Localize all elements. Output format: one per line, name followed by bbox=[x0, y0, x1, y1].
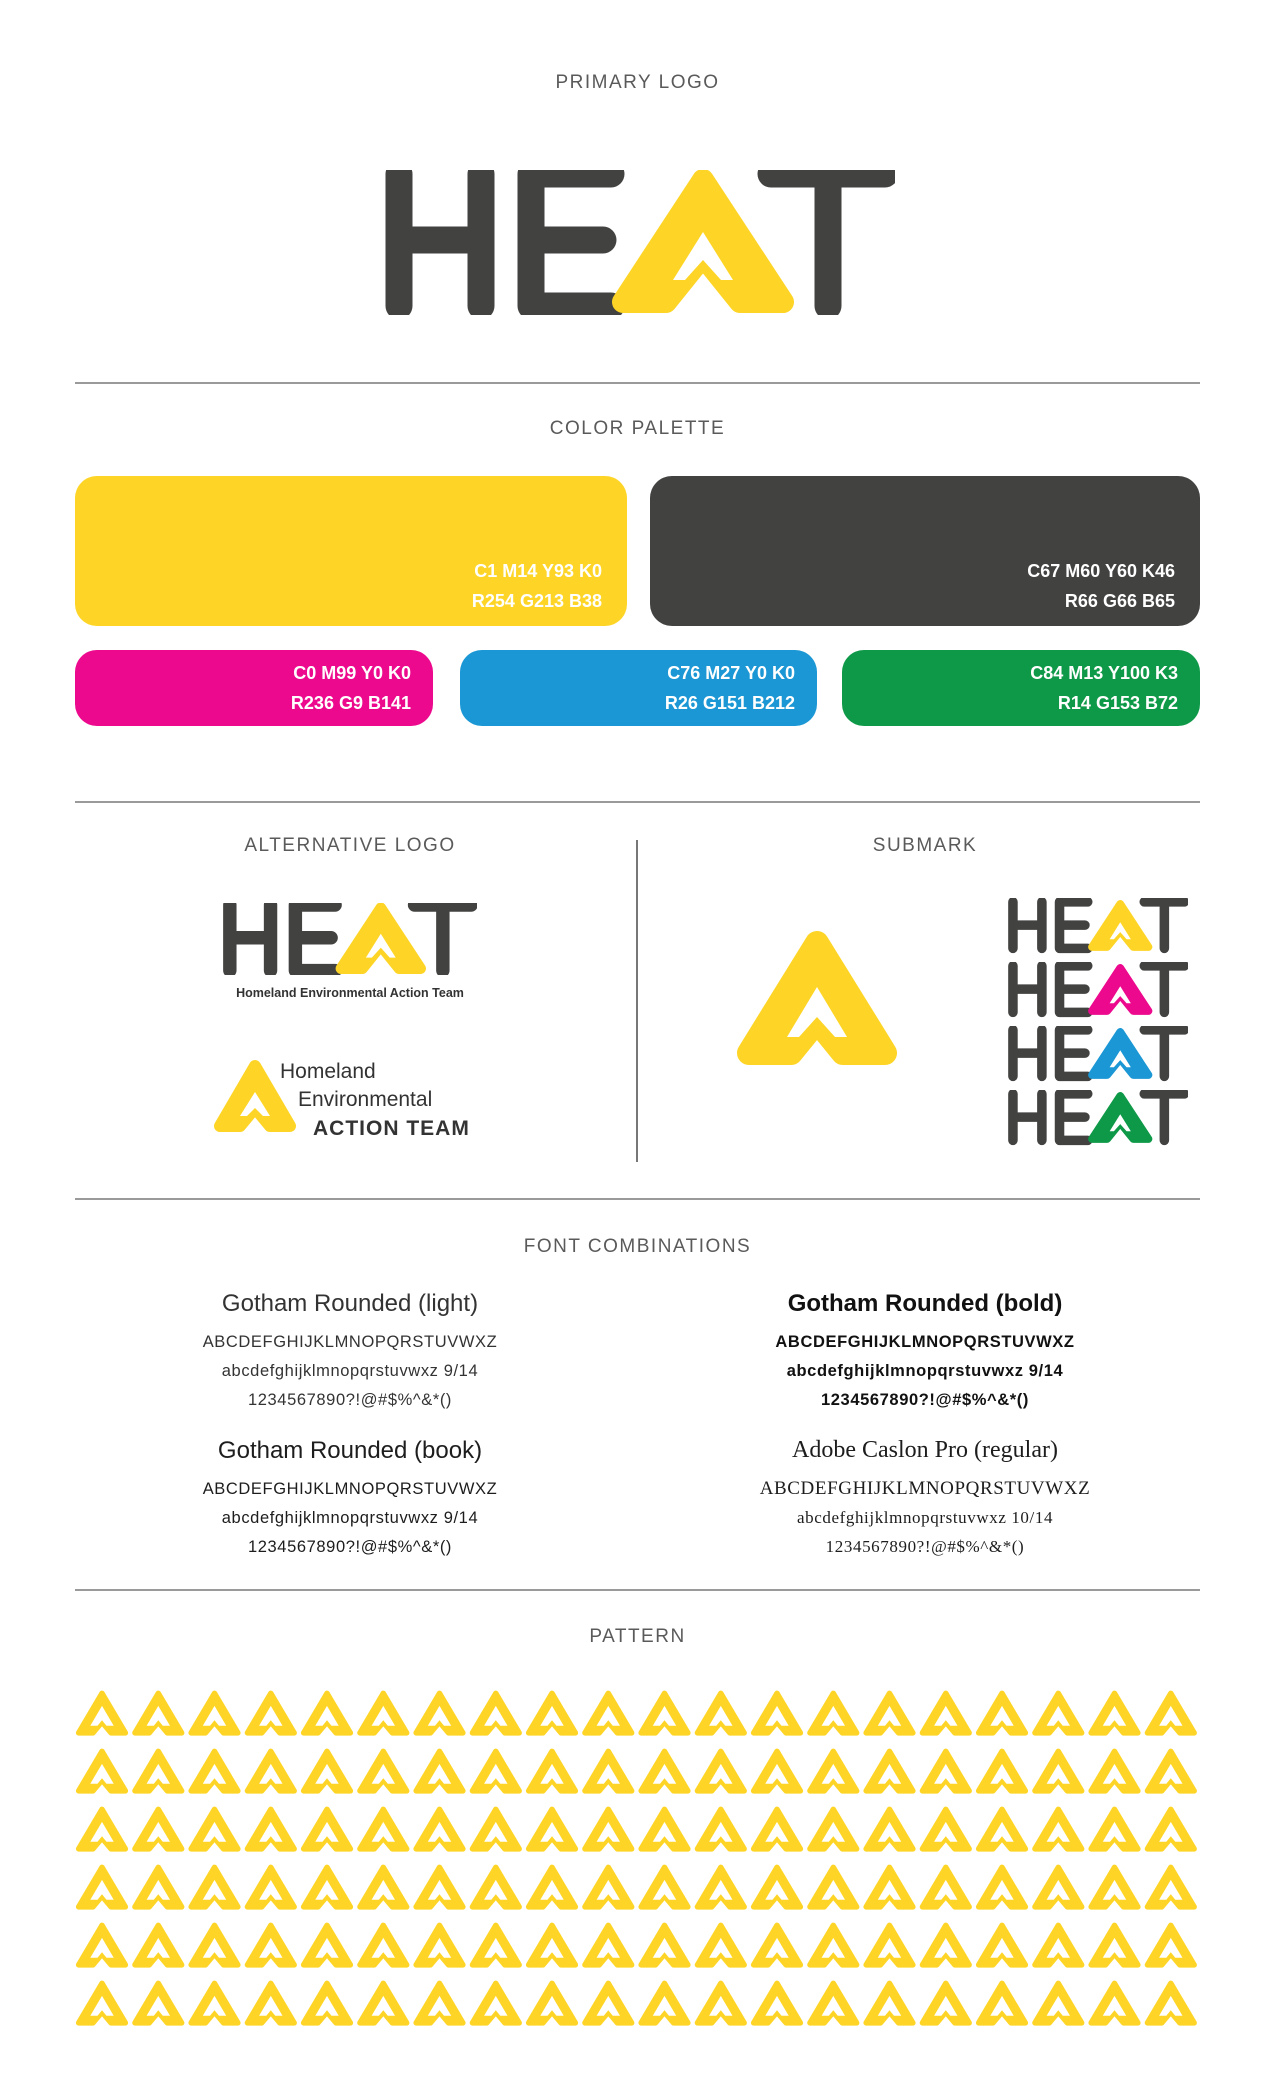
font-sample-gotham-bold bbox=[645, 1290, 1205, 1415]
pattern-triangle bbox=[1035, 1867, 1082, 1907]
pattern-triangle bbox=[922, 1693, 969, 1733]
pattern-triangle bbox=[360, 1809, 407, 1849]
pattern-triangle bbox=[360, 1867, 407, 1907]
pattern-triangle bbox=[585, 1809, 632, 1849]
pattern-triangle bbox=[979, 1983, 1026, 2023]
pattern-triangle bbox=[247, 1867, 294, 1907]
pattern-triangle bbox=[922, 1751, 969, 1791]
pattern-triangle bbox=[304, 1693, 351, 1733]
swatch-green bbox=[842, 650, 1200, 726]
pattern-triangle bbox=[247, 1983, 294, 2023]
triangle-pattern bbox=[75, 1685, 1200, 2075]
pattern-triangle bbox=[866, 1983, 913, 2023]
pattern-triangle bbox=[1091, 1809, 1138, 1849]
pattern-triangle bbox=[472, 1751, 519, 1791]
pattern-triangle bbox=[585, 1867, 632, 1907]
pattern-triangle bbox=[1035, 1809, 1082, 1849]
font-name: Adobe Caslon Pro (regular) bbox=[792, 1437, 1058, 1463]
swatch-green-cmyk: C84 M13 Y100 K3 bbox=[1030, 663, 1178, 683]
pattern-triangle bbox=[529, 1983, 576, 2023]
pattern-triangle bbox=[1147, 1867, 1194, 1907]
pattern-triangle bbox=[135, 1983, 182, 2023]
font-digits: 1234567890?!@#$%^&*() bbox=[825, 1537, 1025, 1556]
pattern-triangle bbox=[529, 1867, 576, 1907]
pattern-triangle bbox=[922, 1983, 969, 2023]
pattern-triangle bbox=[1035, 1693, 1082, 1733]
font-lowercase: abcdefghijklmnopqrstuvwxz 9/14 bbox=[221, 1362, 479, 1380]
pattern-triangle bbox=[416, 1751, 463, 1791]
font-name: Gotham Rounded (light) bbox=[221, 1290, 479, 1317]
pattern-triangle bbox=[585, 1983, 632, 2023]
pattern-triangle bbox=[1091, 1925, 1138, 1965]
pattern-triangle bbox=[641, 1867, 688, 1907]
submark-heat-blue bbox=[1008, 1026, 1188, 1082]
pattern-triangle bbox=[304, 1925, 351, 1965]
pattern-triangle bbox=[416, 1809, 463, 1849]
pattern-triangle bbox=[304, 1867, 351, 1907]
section-title-font-combinations: FONT COMBINATIONS bbox=[523, 1236, 752, 1257]
pattern-triangle bbox=[529, 1751, 576, 1791]
pattern-triangle bbox=[191, 1983, 238, 2023]
pattern-triangle bbox=[360, 1693, 407, 1733]
swatch-magenta-rgb: R236 G9 B141 bbox=[290, 693, 411, 713]
pattern-triangle bbox=[754, 1751, 801, 1791]
divider bbox=[75, 382, 1200, 384]
swatch-yellow-cmyk: C1 M14 Y93 K0 bbox=[474, 561, 602, 581]
pattern-triangle bbox=[810, 1693, 857, 1733]
pattern-triangle bbox=[1091, 1693, 1138, 1733]
font-name: Gotham Rounded (book) bbox=[217, 1437, 483, 1464]
font-digits: 1234567890?!@#$%^&*() bbox=[247, 1391, 453, 1409]
pattern-triangle bbox=[79, 1925, 126, 1965]
pattern-triangle bbox=[922, 1809, 969, 1849]
pattern-triangle bbox=[529, 1925, 576, 1965]
pattern-triangle bbox=[810, 1867, 857, 1907]
pattern-triangle bbox=[360, 1925, 407, 1965]
submark-triangle bbox=[735, 925, 900, 1075]
pattern-triangle bbox=[304, 1983, 351, 2023]
font-sample-caslon bbox=[645, 1437, 1205, 1561]
pattern-triangle bbox=[135, 1751, 182, 1791]
pattern-triangle bbox=[810, 1809, 857, 1849]
pattern-triangle bbox=[529, 1693, 576, 1733]
submark-heat-yellow bbox=[1008, 898, 1188, 954]
font-uppercase: ABCDEFGHIJKLMNOPQRSTUVWXZ bbox=[202, 1333, 498, 1351]
swatch-yellow-rgb: R254 G213 B38 bbox=[471, 591, 602, 611]
pattern-triangle bbox=[1147, 1983, 1194, 2023]
pattern-triangle bbox=[979, 1751, 1026, 1791]
pattern-triangle bbox=[979, 1693, 1026, 1733]
pattern-triangle bbox=[1091, 1983, 1138, 2023]
pattern-triangle bbox=[472, 1693, 519, 1733]
pattern-triangle bbox=[585, 1751, 632, 1791]
alt-logo-tagline: Homeland Environmental Action Team bbox=[236, 986, 464, 1000]
divider bbox=[75, 801, 1200, 803]
pattern-triangle bbox=[1147, 1751, 1194, 1791]
font-uppercase: ABCDEFGHIJKLMNOPQRSTUVWXZ bbox=[759, 1478, 1091, 1499]
pattern-triangle bbox=[472, 1809, 519, 1849]
pattern-triangle bbox=[191, 1751, 238, 1791]
pattern-triangle bbox=[135, 1925, 182, 1965]
pattern-triangle bbox=[529, 1809, 576, 1849]
heat-primary-logo bbox=[385, 170, 895, 315]
pattern-triangle bbox=[247, 1751, 294, 1791]
heat-alt-logo bbox=[222, 903, 477, 975]
pattern-triangle bbox=[866, 1925, 913, 1965]
swatch-charcoal bbox=[650, 476, 1200, 626]
pattern-triangle bbox=[1147, 1809, 1194, 1849]
pattern-triangle bbox=[866, 1693, 913, 1733]
alt-stack-line-1: Homeland bbox=[280, 1060, 376, 1083]
pattern-triangle bbox=[754, 1867, 801, 1907]
pattern-triangle bbox=[79, 1867, 126, 1907]
font-lowercase: abcdefghijklmnopqrstuvwxz 9/14 bbox=[221, 1509, 479, 1527]
font-lowercase: abcdefghijklmnopqrstuvwxz 9/14 bbox=[786, 1362, 1064, 1380]
section-title-primary-logo: PRIMARY LOGO bbox=[555, 72, 720, 93]
swatch-charcoal-rgb: R66 G66 B65 bbox=[1064, 591, 1175, 611]
pattern-triangle bbox=[866, 1751, 913, 1791]
pattern-triangle bbox=[585, 1925, 632, 1965]
pattern-triangle bbox=[1147, 1693, 1194, 1733]
pattern-triangle bbox=[866, 1809, 913, 1849]
font-sample-gotham-book bbox=[70, 1437, 630, 1562]
section-title-color-palette: COLOR PALETTE bbox=[549, 418, 726, 439]
swatch-magenta bbox=[75, 650, 433, 726]
pattern-triangle bbox=[1035, 1751, 1082, 1791]
pattern-triangle bbox=[1035, 1983, 1082, 2023]
swatch-charcoal-cmyk: C67 M60 Y60 K46 bbox=[1027, 561, 1175, 581]
font-sample-gotham-light bbox=[70, 1290, 630, 1415]
pattern-triangle bbox=[472, 1925, 519, 1965]
pattern-triangle bbox=[641, 1751, 688, 1791]
pattern-triangle bbox=[135, 1867, 182, 1907]
pattern-triangle bbox=[1035, 1925, 1082, 1965]
pattern-triangle bbox=[697, 1925, 744, 1965]
pattern-triangle bbox=[810, 1751, 857, 1791]
submark-heat-magenta bbox=[1008, 962, 1188, 1018]
alt-stack-line-3: ACTION TEAM bbox=[313, 1117, 470, 1140]
pattern-triangle bbox=[922, 1867, 969, 1907]
pattern-triangle bbox=[697, 1693, 744, 1733]
pattern-triangle bbox=[641, 1983, 688, 2023]
pattern-triangle bbox=[697, 1751, 744, 1791]
pattern-triangle bbox=[247, 1809, 294, 1849]
pattern-triangle bbox=[416, 1983, 463, 2023]
pattern-triangle bbox=[416, 1867, 463, 1907]
pattern-triangle bbox=[697, 1983, 744, 2023]
section-title-alternative-logo: ALTERNATIVE LOGO bbox=[244, 835, 456, 856]
vertical-divider bbox=[636, 840, 638, 1162]
pattern-triangle bbox=[641, 1809, 688, 1849]
pattern-triangle bbox=[810, 1983, 857, 2023]
divider bbox=[75, 1198, 1200, 1200]
alt-stack-line-2: Environmental bbox=[298, 1088, 433, 1111]
pattern-triangle bbox=[979, 1925, 1026, 1965]
pattern-triangle bbox=[416, 1693, 463, 1733]
divider bbox=[75, 1589, 1200, 1591]
font-uppercase: ABCDEFGHIJKLMNOPQRSTUVWXZ bbox=[775, 1333, 1075, 1351]
pattern-triangle bbox=[191, 1809, 238, 1849]
pattern-triangle bbox=[697, 1809, 744, 1849]
pattern-triangle bbox=[472, 1983, 519, 2023]
pattern-triangle bbox=[79, 1751, 126, 1791]
pattern-triangle bbox=[191, 1867, 238, 1907]
font-digits: 1234567890?!@#$%^&*() bbox=[247, 1538, 453, 1556]
font-uppercase: ABCDEFGHIJKLMNOPQRSTUVWXZ bbox=[202, 1480, 498, 1498]
swatch-blue bbox=[460, 650, 817, 726]
pattern-triangle bbox=[135, 1693, 182, 1733]
pattern-triangle bbox=[416, 1925, 463, 1965]
pattern-triangle bbox=[754, 1693, 801, 1733]
pattern-triangle bbox=[247, 1925, 294, 1965]
pattern-triangle bbox=[360, 1983, 407, 2023]
font-digits: 1234567890?!@#$%^&*() bbox=[820, 1391, 1029, 1409]
pattern-triangle bbox=[979, 1809, 1026, 1849]
section-title-submark: SUBMARK bbox=[872, 835, 978, 856]
pattern-triangle bbox=[641, 1693, 688, 1733]
swatch-magenta-cmyk: C0 M99 Y0 K0 bbox=[293, 663, 411, 683]
pattern-triangle bbox=[360, 1751, 407, 1791]
pattern-triangle bbox=[1147, 1925, 1194, 1965]
pattern-triangle bbox=[585, 1693, 632, 1733]
pattern-triangle bbox=[754, 1809, 801, 1849]
pattern-triangle bbox=[304, 1809, 351, 1849]
font-lowercase: abcdefghijklmnopqrstuvwxz 10/14 bbox=[796, 1508, 1054, 1527]
pattern-triangle bbox=[79, 1983, 126, 2023]
font-name: Gotham Rounded (bold) bbox=[787, 1290, 1063, 1317]
pattern-triangle bbox=[79, 1809, 126, 1849]
pattern-triangle bbox=[641, 1925, 688, 1965]
section-title-pattern: PATTERN bbox=[589, 1626, 686, 1647]
pattern-triangle bbox=[697, 1867, 744, 1907]
pattern-triangle bbox=[1091, 1867, 1138, 1907]
pattern-triangle bbox=[472, 1867, 519, 1907]
swatch-blue-rgb: R26 G151 B212 bbox=[664, 693, 795, 713]
pattern-triangle bbox=[754, 1983, 801, 2023]
swatch-yellow bbox=[75, 476, 627, 626]
pattern-triangle bbox=[191, 1693, 238, 1733]
swatch-blue-cmyk: C76 M27 Y0 K0 bbox=[667, 663, 795, 683]
pattern-triangle bbox=[247, 1693, 294, 1733]
pattern-triangle bbox=[304, 1751, 351, 1791]
pattern-triangle bbox=[810, 1925, 857, 1965]
pattern-triangle bbox=[79, 1693, 126, 1733]
pattern-triangle bbox=[1091, 1751, 1138, 1791]
submark-heat-green bbox=[1008, 1090, 1188, 1146]
pattern-triangle bbox=[191, 1925, 238, 1965]
pattern-triangle bbox=[922, 1925, 969, 1965]
pattern-triangle bbox=[979, 1867, 1026, 1907]
swatch-green-rgb: R14 G153 B72 bbox=[1057, 693, 1178, 713]
pattern-triangle bbox=[754, 1925, 801, 1965]
pattern-triangle bbox=[866, 1867, 913, 1907]
pattern-triangle bbox=[135, 1809, 182, 1849]
